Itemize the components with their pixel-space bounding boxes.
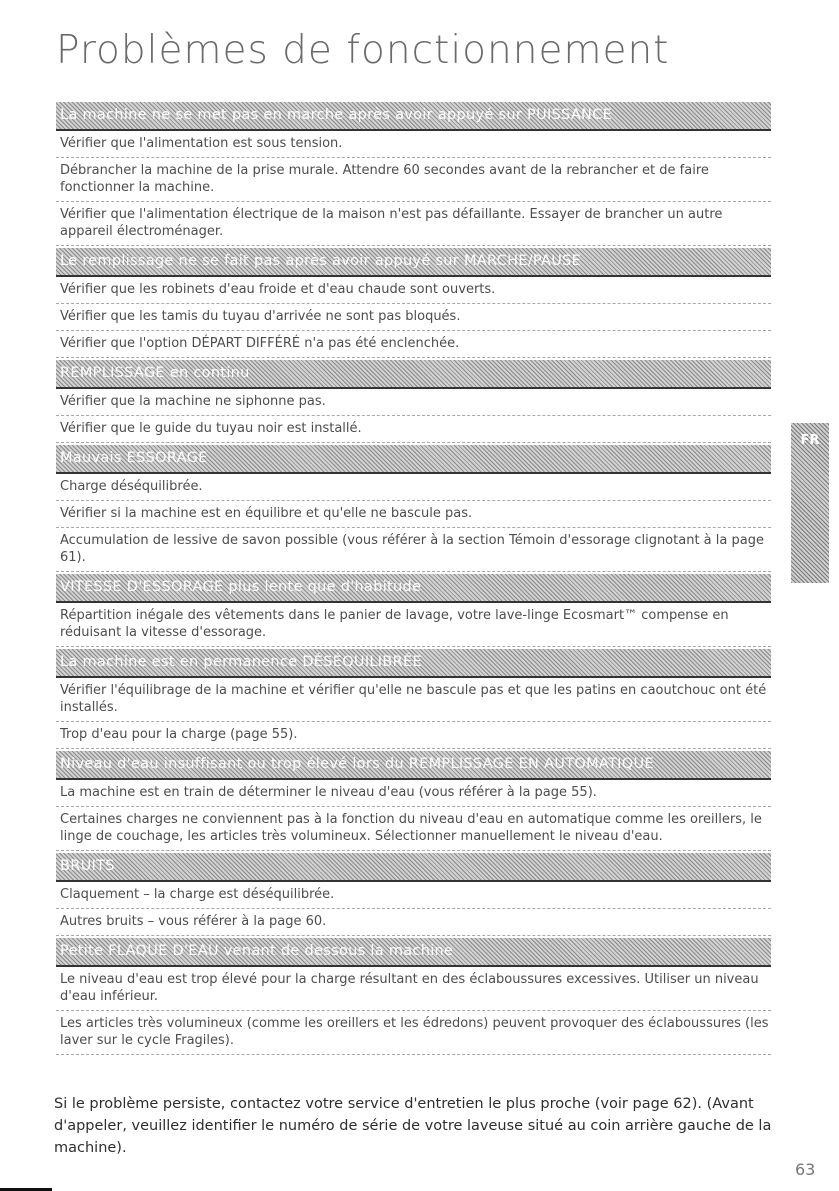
section-heading: VITESSE D'ESSORAGE plus lente que d'habitude [56, 574, 771, 603]
troubleshooting-item: Trop d'eau pour la charge (page 55). [56, 722, 771, 749]
troubleshooting-item: Charge déséquilibrée. [56, 474, 771, 501]
troubleshooting-item: Le niveau d'eau est trop élevé pour la charge résultant en des éclaboussures excessives. Utiliser un niveau d'eau inférieur. [56, 967, 771, 1011]
section-block [56, 248, 771, 358]
troubleshooting-list [56, 100, 771, 1055]
troubleshooting-item: Certaines charges ne conviennent pas à la fonction du niveau d'eau en automatique comme les oreillers, le linge de couchage, les articles très volumineux. Sélectionner manuellement le niveau d'eau. [56, 807, 771, 851]
section-block [56, 853, 771, 936]
section-heading: Petite FLAQUE D'EAU venant de dessous la machine [56, 938, 771, 967]
section-block [56, 751, 771, 851]
section-heading: REMPLISSAGE en continu [56, 360, 771, 389]
troubleshooting-item: Vérifier que l'alimentation électrique de la maison n'est pas défaillante. Essayer de brancher un autre appareil électroménager. [56, 202, 771, 246]
section-heading: Niveau d'eau insuffisant ou trop élevé lors du REMPLISSAGE EN AUTOMATIQUE [56, 751, 771, 780]
page-title: Problèmes de fonctionnement [56, 28, 670, 73]
troubleshooting-item: Répartition inégale des vêtements dans le panier de lavage, votre lave-linge Ecosmart™ compense en réduisant la vitesse d'essorage. [56, 603, 771, 647]
troubleshooting-item: Vérifier que les robinets d'eau froide et d'eau chaude sont ouverts. [56, 277, 771, 304]
section-block [56, 360, 771, 443]
troubleshooting-item: Débrancher la machine de la prise murale. Attendre 60 secondes avant de la rebrancher et de faire fonctionner la machine. [56, 158, 771, 202]
section-block [56, 649, 771, 749]
troubleshooting-item: Accumulation de lessive de savon possible (vous référer à la section Témoin d'essorage clignotant à la page 61). [56, 528, 771, 572]
section-heading: BRUITS [56, 853, 771, 882]
section-heading: La machine est en permanence DÉSÉQUILIBRÉE [56, 649, 771, 678]
section-block [56, 102, 771, 246]
footer-note: Si le problème persiste, contactez votre service d'entretien le plus proche (voir page 62). (Avant d'appeler, veuillez identifier le numéro de série de votre laveuse situé au coin arrière gauche de la machine). [54, 1096, 772, 1156]
section-block [56, 574, 771, 647]
troubleshooting-item: Autres bruits – vous référer à la page 60. [56, 909, 771, 936]
troubleshooting-item: La machine est en train de déterminer le niveau d'eau (vous référer à la page 55). [56, 780, 771, 807]
language-tab: FR [791, 423, 829, 583]
troubleshooting-item: Vérifier si la machine est en équilibre et qu'elle ne bascule pas. [56, 501, 771, 528]
troubleshooting-item: Vérifier l'équilibrage de la machine et vérifier qu'elle ne bascule pas et que les patins en caoutchouc ont été installés. [56, 678, 771, 722]
troubleshooting-item: Vérifier que le guide du tuyau noir est installé. [56, 416, 771, 443]
section-block [56, 445, 771, 572]
troubleshooting-item: Vérifier que l'option DÉPART DIFFÉRÉ n'a pas été enclenchée. [56, 331, 771, 358]
section-heading: La machine ne se met pas en marche après avoir appuyé sur PUISSANCE [56, 102, 771, 131]
section-heading: Mauvais ESSORAGE [56, 445, 771, 474]
troubleshooting-item: Claquement – la charge est déséquilibrée. [56, 882, 771, 909]
troubleshooting-item: Vérifier que l'alimentation est sous tension. [56, 131, 771, 158]
troubleshooting-item: Vérifier que la machine ne siphonne pas. [56, 389, 771, 416]
section-block [56, 938, 771, 1055]
troubleshooting-item: Les articles très volumineux (comme les oreillers et les édredons) peuvent provoquer des éclaboussures (les laver sur le cycle Fragiles). [56, 1011, 771, 1055]
section-heading: Le remplissage ne se fait pas après avoir appuyé sur MARCHE/PAUSE [56, 248, 771, 277]
page-number: 63 [795, 1160, 816, 1179]
troubleshooting-item: Vérifier que les tamis du tuyau d'arrivée ne sont pas bloqués. [56, 304, 771, 331]
